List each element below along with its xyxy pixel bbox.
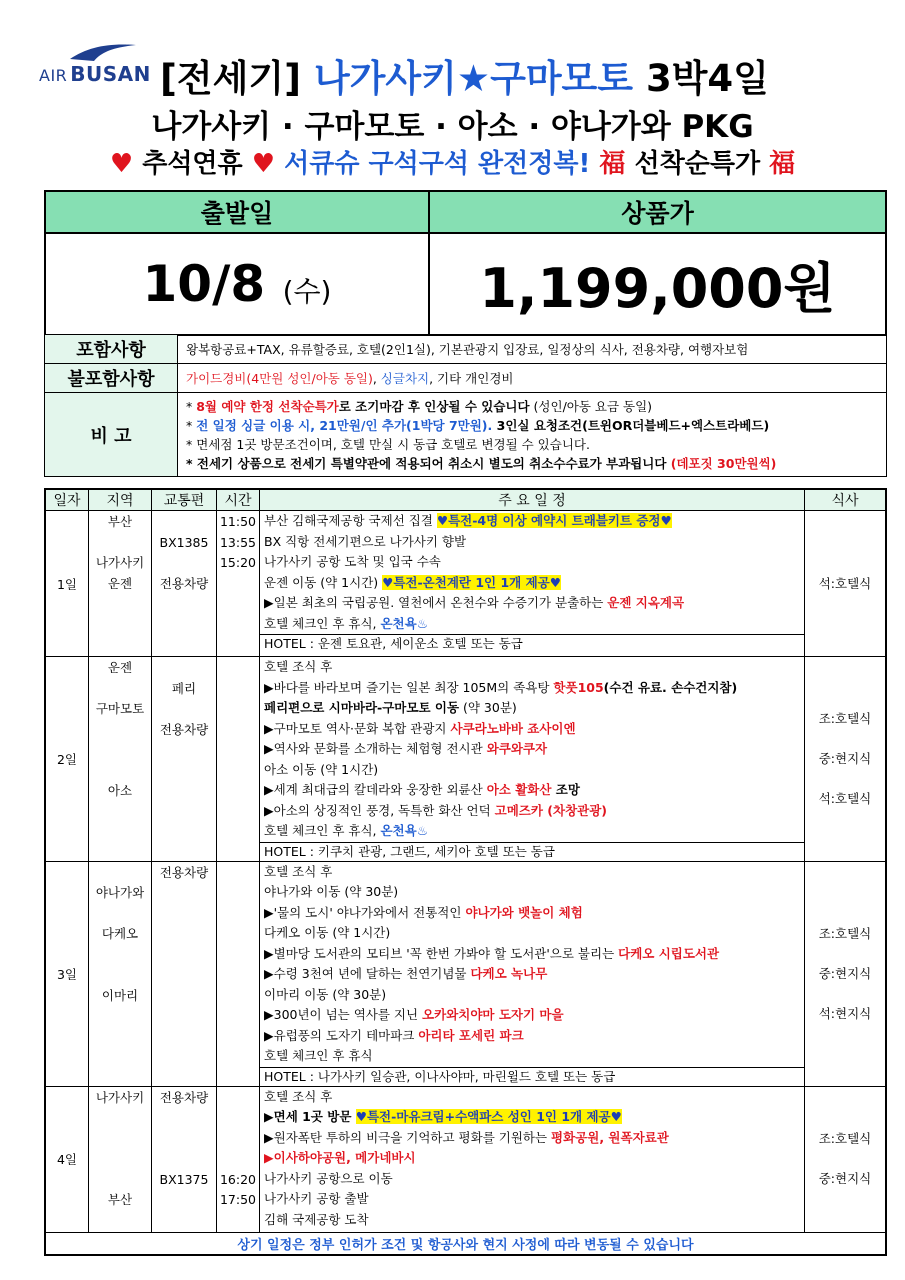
- time-cell: [217, 861, 260, 1086]
- heart-icon: ♥: [251, 149, 276, 179]
- day-label: 3일: [45, 861, 89, 1086]
- itinerary-day-4: [45, 1086, 886, 1232]
- meal-cell: 조:호텔식 중:현지식: [805, 1086, 887, 1232]
- perk-highlight: ♥특전-온천계란 1인 1개 제공♥: [382, 574, 561, 590]
- transport-cell: 전용차량 BX1375: [152, 1086, 217, 1232]
- day-label: 1일: [45, 511, 89, 657]
- hotel-info: HOTEL : 나가사키 일승관, 이나사야마, 마린윌드 호텔 또는 동급: [260, 1067, 804, 1086]
- col-time: 시간: [217, 489, 260, 511]
- region-cell: 나가사키 부산: [89, 1086, 152, 1232]
- notes-text: * 8월 예약 한정 선착순특가로 조기마감 후 인상될 수 있습니다 (성인/아동 요금 동일) * 전 일정 싱글 이용 시, 21만원/인 추가(1박당 7만원). 3인실 요청조건(트윈OR더블베드+엑스트라베드) * 면세점 1곳 방문조건이며, 호텔 만실 시 동급 호텔로 변경될 수 있습니다. * 전세기 상품으로 전세기 특별약관에 적용되어 취소시 별도의 취소수수료가 부과됩니다 (데포짓 30만원씩): [178, 393, 887, 477]
- day-label: 4일: [45, 1086, 89, 1232]
- fortune-glyph: 福: [599, 149, 626, 179]
- page-title: [전세기] 나가사키★구마모토 3박4일: [160, 57, 769, 100]
- excluded-text: 가이드경비(4만원 성인/아동 동일), 싱글차지, 기타 개인경비: [178, 364, 887, 393]
- col-day: 일자: [45, 489, 89, 511]
- excluded-label: 불포함사항: [45, 364, 178, 393]
- col-meal: 식사: [805, 489, 887, 511]
- itinerary-day-1: [45, 511, 886, 657]
- included-text: 왕복항공료+TAX, 유류할증료, 호텔(2인1실), 기본관광지 입장료, 일정상의 식사, 전용차량, 여행자보험: [178, 335, 887, 364]
- col-main: 주 요 일 정: [260, 489, 805, 511]
- meal-cell: 조:호텔식 중:현지식 석:현지식: [805, 861, 887, 1086]
- transport-cell: BX1385 전용차량: [152, 511, 217, 657]
- transport-cell: 전용차량: [152, 861, 217, 1086]
- time-cell: [217, 657, 260, 862]
- departure-header: 출발일: [45, 191, 429, 233]
- air-busan-logo: AIR BUSAN: [39, 62, 151, 86]
- page-subtitle: 나가사키 · 구마모토 · 아소 · 야나가와 PKG: [151, 109, 754, 145]
- price-header: 상품가: [429, 191, 886, 233]
- col-transport: 교통편: [152, 489, 217, 511]
- itinerary-table: [44, 488, 887, 1256]
- hotel-info: HOTEL : 키쿠치 관광, 그랜드, 세키아 호텔 또는 동급: [260, 842, 804, 861]
- time-cell: 11:50 13:55 15:20: [217, 511, 260, 657]
- heart-icon: ♥: [109, 149, 134, 179]
- perk-highlight: ♥특전-4명 이상 예약시 트래블키트 증정♥: [436, 513, 672, 528]
- meal-cell: 석:호텔식: [805, 511, 887, 657]
- region-cell: 야나가와 다케오 이마리: [89, 861, 152, 1086]
- day-label: 2일: [45, 657, 89, 862]
- product-price: 1,199,000원: [429, 233, 886, 335]
- transport-cell: 페리 전용차량: [152, 657, 217, 862]
- price-box: [44, 190, 887, 336]
- air-busan-logo-swoosh: [68, 41, 138, 63]
- itinerary-day-2: [45, 657, 886, 862]
- region-cell: 부산 나가사키 운젠: [89, 511, 152, 657]
- schedule-cell: 호텔 조식 후 ▶면세 1곳 방문 ♥특전-마유크림+수액파스 성인 1인 1개 제공♥ ▶원자폭탄 투하의 비극을 기억하고 평화를 기원하는 평화공원, 원폭자료관 ▶이사하야공원, 메가네바시 나가사키 공항으로 이동 나가사키 공항 출발 김해 국제공항 도착: [260, 1086, 805, 1232]
- notes-label: 비 고: [45, 393, 178, 477]
- itinerary-day-3: [45, 861, 886, 1086]
- fortune-glyph: 福: [769, 149, 796, 179]
- included-label: 포함사항: [45, 335, 178, 364]
- schedule-cell: 호텔 조식 후 ▶바다를 바라보며 즐기는 일본 최장 105M의 족욕탕 핫풋105(수건 유료. 손수건지참) 페리편으로 시마바라-구마모토 이동 (약 30분) ▶구마모토 역사·문화 복합 관광지 사쿠라노바바 죠사이엔 ▶역사와 문화를 소개하는 체험형 전시관 와쿠와쿠자 아소 이동 (약 1시간) ▶세계 최대급의 칼데라와 웅장한 외륜산 아소 활화산 조망 ▶아소의 상징적인 풍경, 독특한 화산 언덕 고메즈카 (차창관광) 호텔 체크인 후 휴식, 온천욕♨ HOTEL : 키쿠치 관광, 그랜드, 세키아 호텔 또는 동급: [260, 657, 805, 862]
- info-table: [44, 334, 887, 477]
- perk-highlight: ♥특전-마유크림+수액파스 성인 1인 1개 제공♥: [355, 1109, 622, 1124]
- time-cell: 16:20 17:50: [217, 1086, 260, 1232]
- schedule-cell: 부산 김해국제공항 국제선 집결 ♥특전-4명 이상 예약시 트래블키트 증정♥ BX 직항 전세기편으로 나가사키 향발 나가사키 공항 도착 및 입국 수속 운젠 이동 (약 1시간) ♥특전-온천계란 1인 1개 제공♥ ▶일본 최초의 국립공원. 열천에서 온천수와 수증기가 분출하는 운젠 지옥계곡 호텔 체크인 후 휴식, 온천욕♨ HOTEL : 운젠 토요관, 세이운소 호텔 또는 동급: [260, 511, 805, 657]
- tagline: ♥ 추석연휴 ♥ 서큐슈 구석구석 완전정복! 福 선착순특가 福: [109, 149, 796, 179]
- region-cell: 운젠 구마모토 아소: [89, 657, 152, 862]
- schedule-disclaimer: 상기 일정은 정부 인허가 조건 및 항공사와 현지 사정에 따라 변동될 수 있습니다: [45, 1232, 886, 1255]
- hotel-info: HOTEL : 운젠 토요관, 세이운소 호텔 또는 동급: [260, 634, 804, 653]
- departure-date: 10/8 (수): [45, 233, 429, 335]
- meal-cell: 조:호텔식 중:현지식 석:호텔식: [805, 657, 887, 862]
- col-region: 지역: [89, 489, 152, 511]
- schedule-cell: 호텔 조식 후 야나가와 이동 (약 30분) ▶'물의 도시' 야나가와에서 전통적인 야나가와 뱃놀이 체험 다케오 이동 (약 1시간) ▶별마당 도서관의 모티브 '꼭 한번 가봐야 할 도서관'으로 불리는 다케오 시립도서관 ▶수령 3천여 년에 달하는 천연기념물 다케오 녹나무 이마리 이동 (약 30분) ▶300년이 넘는 역사를 지닌 오카와치야마 도자기 마을 ▶유럽풍의 도자기 테마파크 아리타 포세린 파크 호텔 체크인 후 휴식 HOTEL : 나가사키 일승관, 이나사야마, 마린윌드 호텔 또는 동급: [260, 861, 805, 1086]
